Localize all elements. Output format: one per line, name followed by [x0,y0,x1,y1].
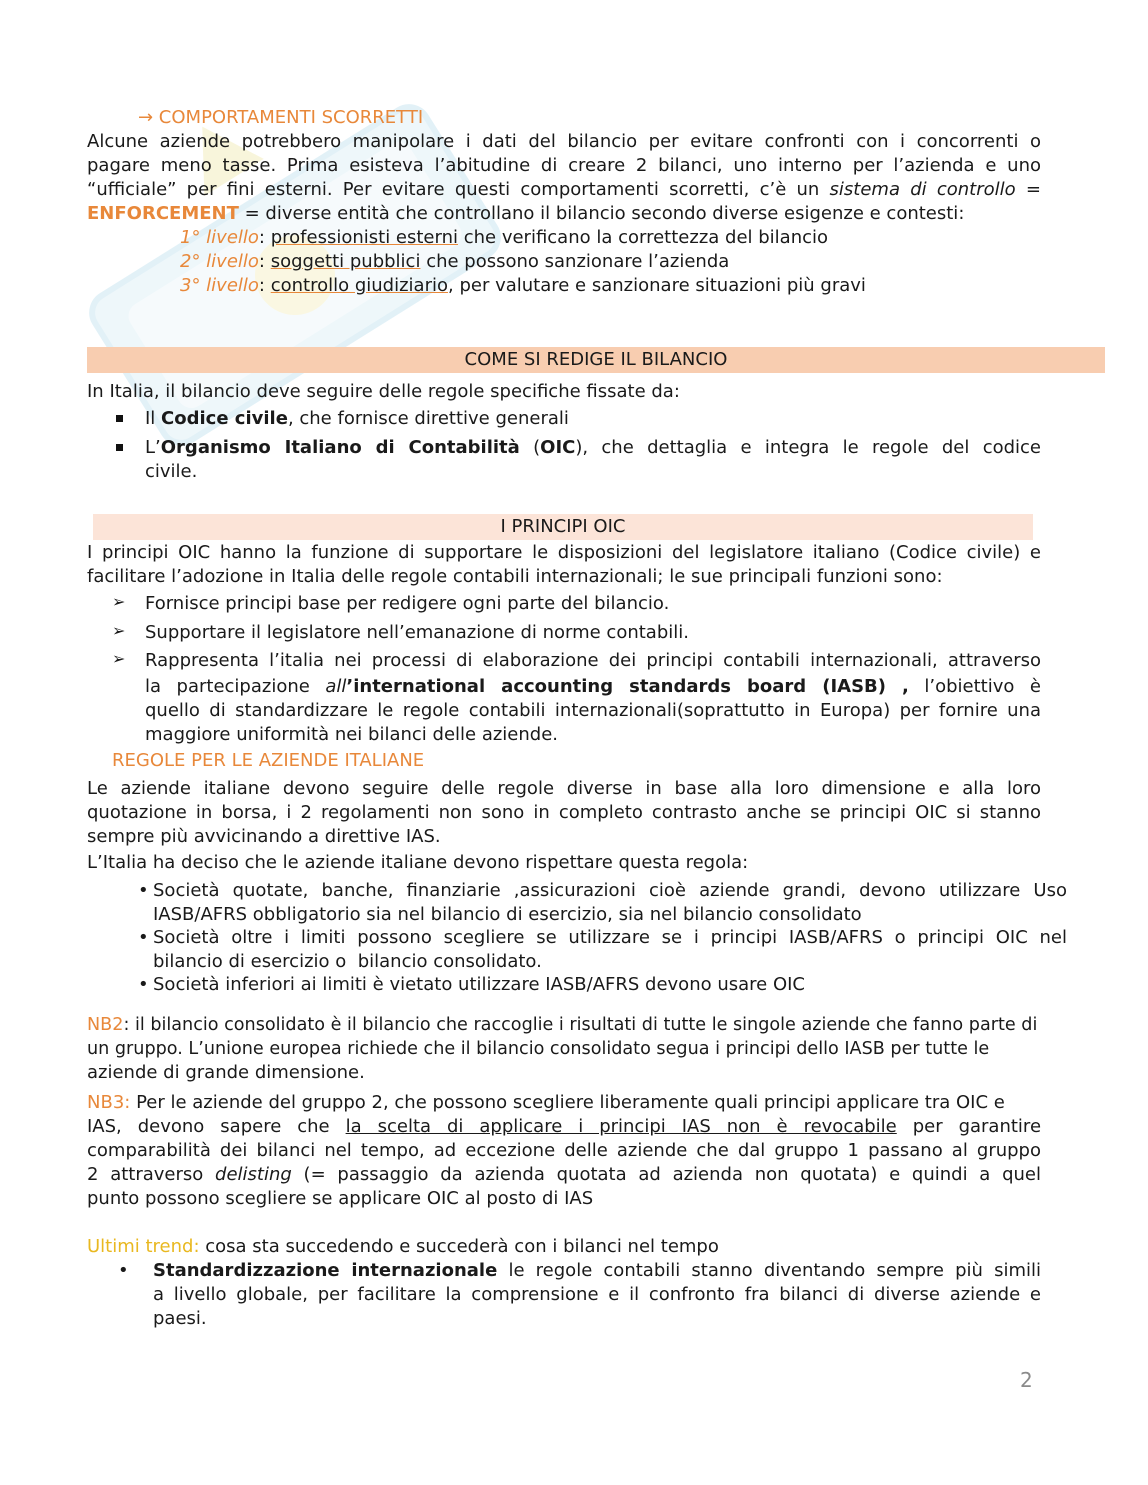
bullet-dot-icon: • [138,974,149,995]
nb2-line-2: un gruppo. L’unione europea richiede che il bilancio consolidato segua i principi dello IASB per tutte le [87,1039,990,1059]
redige-b2-e: ), che dettaglia e integra le regole del codice [575,437,1041,458]
redige-bullet-1 [145,407,569,431]
level-2-label: 2° livello [180,251,259,272]
nb2-line-1 [87,1013,1037,1037]
nb3-line-1-text: Per le aziende del gruppo 2, che possono scegliere liberamente quali principi applicare tra OIC e [130,1092,1005,1113]
oic-function-2: Supportare il legislatore nell’emanazione di norme contabili. [145,622,689,643]
oic-acronym: OIC [540,437,576,458]
oic-full-name: Organismo Italiano di Contabilità [160,437,520,458]
regole-bullet-1-line-1: Società quotate, banche, finanziarie ,assicurazioni cioè aziende grandi, devono utilizzare Uso [153,880,1067,901]
codice-civile-term: Codice civile [161,408,288,429]
bullet-dot-icon: • [138,927,149,948]
sistema-controllo-term: sistema di controllo [829,179,1016,200]
enforcement-line-3 [87,178,1041,202]
trend-bullet-line-1 [153,1259,1041,1283]
nb3-line-3: comparabilità dei bilanci nel tempo, ad eccezione delle aziende che dal gruppo 1 passano al gruppo [87,1140,1041,1161]
regole-para-4: L’Italia ha deciso che le aziende italiane devono rispettare questa regola: [87,852,749,873]
level-2-rest: che possono sanzionare l’azienda [420,251,730,272]
nb3-label: NB3: [87,1092,131,1113]
oic-f3-a: la partecipazione [145,676,326,697]
oic-function-3-line-4: maggiore uniformità nei bilanci delle aziende. [145,724,558,745]
regole-para-1: Le aziende italiane devono seguire delle regole diverse in base alla loro dimensione e alla loro [87,778,1041,799]
enforcement-line-3-c: = [1015,179,1041,200]
non-revocabile-term: la scelta di applicare i principi IAS non è revocabile [345,1116,897,1137]
level-3-label: 3° livello [180,275,259,296]
nb3-line-5: punto possono scegliere se applicare OIC al posto di IAS [87,1188,594,1209]
enforcement-line-3-a: “ufficiale” per fini esterni. Per evitare questi comportamenti scorretti, c’è un [87,179,830,200]
square-bullet-icon [116,444,123,451]
nb3-l4-c: (= passaggio da azienda quotata ad azienda non quotata) e quindi a quel [291,1164,1041,1185]
redige-bullet-2-cont: civile. [145,461,198,482]
regole-bullet-2-line-2: bilancio di esercizio o bilancio consolidato. [153,951,542,972]
level-1 [180,226,828,250]
oic-para-2: facilitare l’adozione in Italia delle regole contabili internazionali; le sue principali funzioni sono: [87,566,943,587]
enforcement-definition: = diverse entità che controllano il bilancio secondo diverse esigenze e contesti: [238,203,965,224]
arrow-bullet-icon: ➢ [112,621,126,640]
redige-b2-a: L’ [145,437,161,458]
redige-b1-a: Il [145,408,162,429]
oic-function-3-line-2 [145,675,1041,699]
regole-para-3: sempre più avvicinando a direttive IAS. [87,826,441,847]
redige-b2-c: ( [519,437,541,458]
oic-f3-d: l’obiettivo è [908,676,1041,697]
enforcement-line-4 [87,202,1041,226]
iasb-term: ’international accounting standards board (IASB) , [346,676,909,697]
oic-function-3-line-1: Rappresenta l’italia nei processi di elaborazione dei principi contabili internazionali, attraverso [145,650,1041,671]
arrow-bullet-icon: ➢ [112,592,126,611]
regole-bullet-2-line-1: Società oltre i limiti possono scegliere se utilizzare se i principi IASB/AFRS o principi OIC nel [153,927,1067,948]
level-3-term: controllo giudiziario [270,275,449,296]
arrow-bullet-icon: ➢ [112,649,126,668]
oic-para-1: I principi OIC hanno la funzione di supportare le disposizioni del legislatore italiano (Codice civile) e [87,542,1041,563]
nb3-l4-a: 2 attraverso [87,1164,216,1185]
level-2-term: soggetti pubblici [270,251,421,272]
level-2-sep: : [258,251,271,272]
enforcement-line-1: Alcune aziende potrebbero manipolare i dati del bilancio per evitare confronti con i concorrenti o [87,131,1041,152]
section-heading-comportamenti: → COMPORTAMENTI SCORRETTI [138,107,424,128]
level-1-sep: : [258,227,271,248]
level-1-term: professionisti esterni [270,227,458,248]
nb3-l2-a: IAS, devono sapere che [87,1116,346,1137]
enforcement-line-2: pagare meno tasse. Prima esisteva l’abitudine di creare 2 bilanci, uno interno per l’azienda e uno [87,155,1041,176]
nb2-line-3: aziende di grande dimensione. [87,1062,365,1083]
oic-function-3-line-3: quello di standardizzare le regole contabili internazionali(soprattutto in Europa) per fornire una [145,700,1041,721]
level-3-sep: : [258,275,271,296]
trend-rest: cosa sta succedendo e succederà con i bilanci nel tempo [199,1236,719,1257]
nb3-line-1 [87,1091,1041,1115]
bullet-dot-icon: • [138,880,149,901]
delisting-term: delisting [215,1164,292,1185]
section-heading-regole: REGOLE PER LE AZIENDE ITALIANE [112,750,425,771]
oic-function-1: Fornisce principi base per redigere ogni parte del bilancio. [145,593,670,614]
nb3-line-2 [87,1115,1041,1139]
regole-para-2: quotazione in borsa, i 2 regolamenti non sono in completo contrasto anche se principi OIC si stanno [87,802,1041,823]
trend-bullet-line-3: paesi. [153,1308,207,1329]
regole-bullet-1-line-2: IASB/AFRS obbligatorio sia nel bilancio di esercizio, sia nel bilancio consolidato [153,904,862,925]
redige-intro: In Italia, il bilancio deve seguire delle regole specifiche fissate da: [87,381,680,402]
page-number: 2 [1020,1368,1033,1392]
nb2-label: NB2 [87,1015,124,1035]
level-1-label: 1° livello [180,227,259,248]
section-title-come-si-redige: COME SI REDIGE IL BILANCIO [87,347,1105,373]
level-3-rest: , per valutare e sanzionare situazioni più gravi [448,275,866,296]
trend-label: Ultimi trend: [87,1236,200,1257]
nb3-l2-c: per garantire [896,1116,1042,1137]
level-2 [180,250,729,274]
redige-b1-c: , che fornisce direttive generali [287,408,569,429]
trend-bullet-line-2: a livello globale, per facilitare la comprensione e il confronto fra bilanci di diverse aziende e [153,1284,1041,1305]
bullet-dot-icon: • [118,1260,129,1281]
level-3 [180,274,866,298]
section-title-principi-oic: I PRINCIPI OIC [93,514,1033,540]
nb3-line-4 [87,1163,1041,1187]
oic-f3-all: all [325,676,347,697]
nb2-line-1-text: : il bilancio consolidato è il bilancio che raccoglie i risultati di tutte le singole aziende che fanno parte di [123,1015,1038,1035]
trend-heading [87,1235,1041,1259]
trend-bullet-line-1-text: le regole contabili stanno diventando sempre più simili [497,1260,1041,1281]
square-bullet-icon [116,415,123,422]
redige-bullet-2 [145,436,1041,460]
enforcement-term: ENFORCEMENT [87,203,239,224]
regole-bullet-3: Società inferiori ai limiti è vietato utilizzare IASB/AFRS devono usare OIC [153,974,805,995]
standardizzazione-term: Standardizzazione internazionale [153,1260,498,1281]
level-1-rest: che verificano la correttezza del bilancio [458,227,829,248]
